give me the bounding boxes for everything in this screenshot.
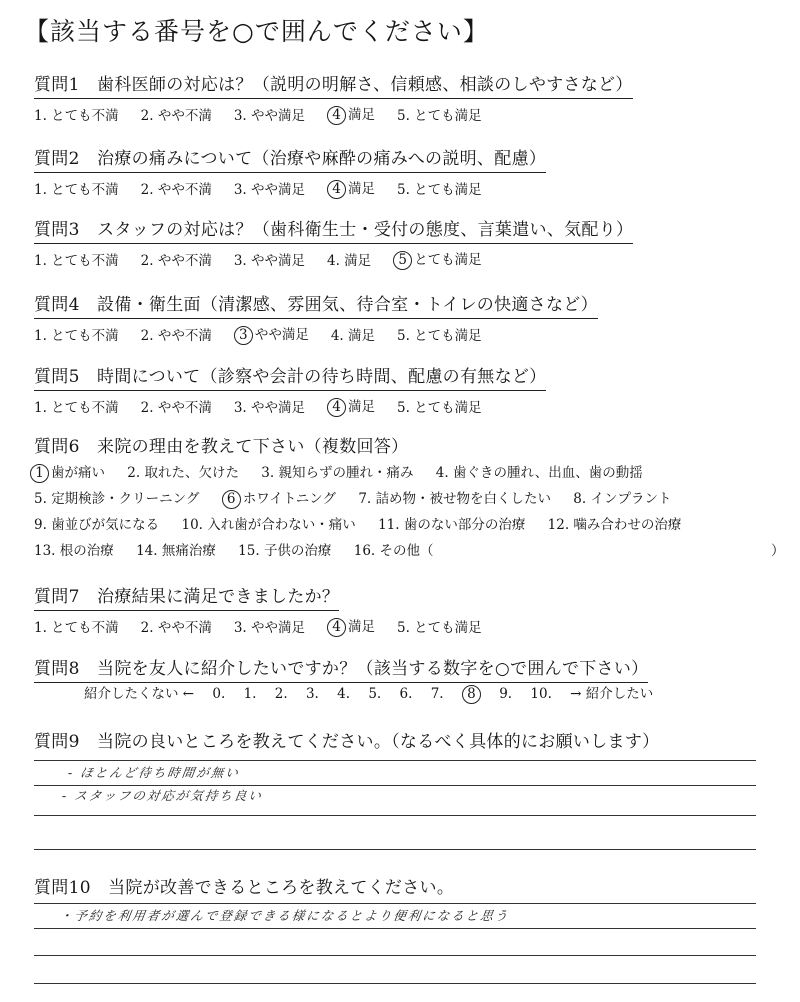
question-4 — [34, 290, 598, 345]
question-4-title: 質問4 設備・衛生面（清潔感、雰囲気、待合室・トイレの快適さなど） — [34, 290, 598, 319]
answer-line — [34, 955, 756, 956]
answer-line — [34, 903, 756, 904]
scale-option[interactable]: 7. — [430, 686, 444, 702]
question-2 — [34, 144, 546, 199]
option[interactable]: 3. 親知らずの腫れ・痛み — [261, 465, 414, 481]
option[interactable]: 2. やや不満 — [140, 108, 212, 124]
scale-option[interactable]: 2. — [274, 686, 288, 702]
question-9 — [34, 727, 659, 755]
question-6-row-1 — [30, 461, 661, 483]
option[interactable]: 2. やや不満 — [140, 620, 212, 636]
option[interactable]: 2. やや不満 — [140, 253, 212, 269]
question-8-scale — [84, 682, 667, 704]
question-2-title: 質問2 治療の痛みについて（治療や麻酔の痛みへの説明、配慮） — [34, 144, 546, 173]
option-selected[interactable]: 4 満足 — [327, 395, 375, 417]
question-7-title: 質問7 治療結果に満足できましたか？ — [34, 582, 339, 611]
option[interactable]: 1. とても不満 — [34, 328, 119, 344]
option[interactable]: 3. やや満足 — [233, 108, 306, 124]
question-7-options — [34, 615, 504, 637]
question-7 — [34, 582, 504, 637]
option[interactable]: 1. とても不満 — [34, 620, 119, 636]
option[interactable]: 1. とても不満 — [34, 400, 119, 416]
question-3-title: 質問3 スタッフの対応は？（歯科衛生士・受付の態度、言葉遣い、気配り） — [34, 215, 633, 244]
option[interactable]: 10. 入れ歯が合わない・痛い — [181, 517, 356, 533]
option[interactable]: 2. やや不満 — [140, 182, 212, 198]
question-10-title: 質問10 当院が改善できるところを教えてください。 — [34, 878, 455, 898]
scale-option[interactable]: 4. — [337, 686, 351, 702]
question-8 — [34, 654, 648, 683]
option[interactable]: 2. やや不満 — [140, 400, 212, 416]
handwritten-answer-3: ・予約を利用者が選んで登録できる様になるとより便利になると思う — [58, 908, 511, 923]
question-9-title: 質問9 当院の良いところを教えてください。（なるべく具体的にお願いします） — [34, 732, 660, 752]
question-3-options — [34, 248, 633, 270]
option[interactable]: 8. インプラント — [573, 491, 672, 507]
option[interactable]: 9. 歯並びが気になる — [34, 517, 160, 533]
scale-left-label: 紹介したくない ← — [84, 686, 195, 702]
handwritten-answer-2: - スタッフの対応が気持ち良い — [60, 788, 264, 803]
option-selected[interactable]: 6 ホワイトニング — [222, 487, 336, 509]
option[interactable]: 13. 根の治療 — [34, 543, 114, 559]
scale-option-selected[interactable]: 8 — [462, 685, 481, 704]
option-selected[interactable]: 5 とても満足 — [393, 248, 482, 270]
scale-option[interactable]: 0. — [212, 686, 226, 702]
scale-option[interactable]: 6. — [399, 686, 413, 702]
question-4-options — [34, 323, 598, 345]
option-selected[interactable]: 4 満足 — [327, 177, 375, 199]
option[interactable]: 5. とても満足 — [397, 328, 482, 344]
option[interactable]: 5. とても満足 — [397, 400, 482, 416]
scale-option[interactable]: 1. — [243, 686, 257, 702]
option[interactable]: 5. とても満足 — [397, 620, 482, 636]
option[interactable]: 5. とても満足 — [397, 108, 482, 124]
question-2-options — [34, 177, 546, 199]
answer-line — [34, 983, 756, 984]
option[interactable]: 4. 満足 — [330, 328, 376, 344]
option[interactable]: 15. 子供の治療 — [238, 543, 332, 559]
question-1-title: 質問1 歯科医師の対応は？（説明の明解さ、信頼感、相談のしやすさなど） — [34, 70, 633, 99]
option-selected[interactable]: 3 やや満足 — [234, 323, 309, 345]
question-6-row-2 — [34, 487, 689, 509]
option[interactable]: 3. やや満足 — [233, 182, 306, 198]
option[interactable]: 7. 詰め物・被せ物を白くしたい — [358, 491, 551, 507]
question-5-options — [34, 395, 546, 417]
scale-option[interactable]: 3. — [305, 686, 319, 702]
answer-line — [34, 815, 756, 816]
option[interactable]: 5. 定期検診・クリーニング — [34, 491, 200, 507]
scale-option[interactable]: 5. — [368, 686, 382, 702]
answer-line — [34, 928, 756, 929]
question-6-row-3 — [34, 513, 699, 533]
option[interactable]: 11. 歯のない部分の治療 — [378, 517, 526, 533]
option[interactable]: 16. その他（ ） — [353, 543, 785, 559]
option-selected[interactable]: 4 満足 — [327, 615, 375, 637]
question-6-title: 質問6 来院の理由を教えて下さい（複数回答） — [34, 437, 409, 457]
option[interactable]: 4. 歯ぐきの腫れ、出血、歯の動揺 — [435, 465, 643, 481]
option[interactable]: 1. とても不満 — [34, 253, 119, 269]
option[interactable]: 1. とても不満 — [34, 182, 119, 198]
question-6 — [34, 432, 408, 460]
option[interactable]: 1. とても不満 — [34, 108, 119, 124]
option-selected[interactable]: 4 満足 — [327, 103, 375, 125]
handwritten-answer-1: - ほとんど待ち時間が無い — [66, 765, 241, 780]
option-selected[interactable]: 1 歯が痛い — [30, 461, 105, 483]
option[interactable]: 3. やや満足 — [233, 400, 306, 416]
question-6-row-4 — [34, 539, 800, 559]
scale-option[interactable]: 10. — [530, 686, 552, 702]
question-5 — [34, 362, 546, 417]
question-1-options — [34, 103, 633, 125]
option[interactable]: 3. やや満足 — [233, 253, 306, 269]
question-5-title: 質問5 時間について（診察や会計の待ち時間、配慮の有無など） — [34, 362, 546, 391]
question-3 — [34, 215, 633, 270]
option[interactable]: 2. やや不満 — [140, 328, 212, 344]
option[interactable]: 14. 無痛治療 — [136, 543, 216, 559]
scale-right-label: → 紹介したい — [570, 686, 654, 702]
option[interactable]: 5. とても満足 — [397, 182, 482, 198]
question-8-title: 質問8 当院を友人に紹介したいですか？（該当する数字を○で囲んで下さい） — [34, 654, 648, 683]
option[interactable]: 2. 取れた、欠けた — [127, 465, 239, 481]
question-10 — [34, 873, 454, 901]
question-1 — [34, 70, 633, 125]
scale-option[interactable]: 9. — [499, 686, 513, 702]
answer-line — [34, 760, 756, 761]
option[interactable]: 3. やや満足 — [233, 620, 306, 636]
option[interactable]: 12. 噛み合わせの治療 — [547, 517, 682, 533]
answer-line — [34, 849, 756, 850]
option[interactable]: 4. 満足 — [327, 253, 372, 269]
survey-header: 【該当する番号を○で囲んでください】 — [24, 17, 489, 46]
